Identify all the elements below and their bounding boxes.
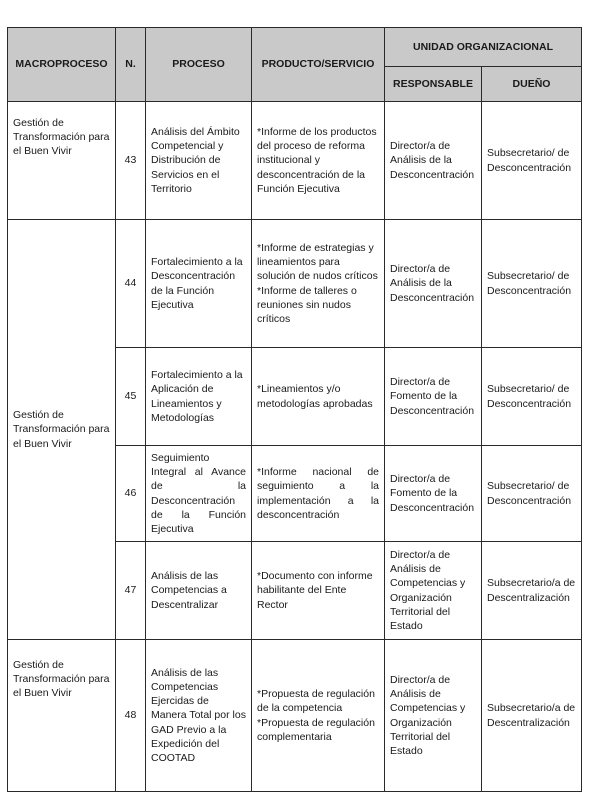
numero-cell: 44 [116, 220, 146, 348]
header-macroproceso: MACROPROCESO [8, 28, 116, 102]
macroproceso-cell: Gestión de Transformación para el Buen Vivir [8, 640, 116, 792]
dueno-cell: Subsecretario/ de Desconcentración [482, 220, 582, 348]
proceso-cell: Fortalecimiento a la Desconcentración de la Función Ejecutiva [146, 220, 252, 348]
numero-cell: 43 [116, 102, 146, 220]
header-dueno: DUEÑO [482, 67, 582, 102]
table-row [8, 102, 582, 220]
process-table [7, 27, 582, 792]
producto-item: *Informe de los productos del proceso de reforma institucional y desconcentración de la Función Ejecutiva [257, 126, 377, 195]
proceso-cell: Análisis del Ámbito Competencial y Distribución de Servicios en el Territorio [146, 102, 252, 220]
table-row [8, 220, 582, 348]
producto-cell [252, 220, 385, 348]
producto-cell [252, 542, 385, 640]
dueno-cell: Subsecretario/ de Desconcentración [482, 348, 582, 446]
macroproceso-cell: Gestión de Transformación para el Buen Vivir [8, 102, 116, 220]
numero-cell: 46 [116, 446, 146, 542]
numero-cell: 47 [116, 542, 146, 640]
dueno-cell: Subsecretario/a de Descentralización [482, 640, 582, 792]
responsable-cell: Director/a de Fomento de la Desconcentración [385, 348, 482, 446]
numero-cell: 45 [116, 348, 146, 446]
producto-cell [252, 102, 385, 220]
producto-item: *Lineamientos y/o metodologías aprobadas [257, 383, 373, 410]
dueno-cell: Subsecretario/ de Desconcentración [482, 446, 582, 542]
numero-cell: 48 [116, 640, 146, 792]
proceso-cell: Seguimiento Integral al Avance de la Desconcentración de la Función Ejecutiva [146, 446, 252, 542]
producto-item: *Informe nacional de seguimiento a la implementación a la desconcentración [257, 466, 379, 521]
responsable-cell: Director/a de Análisis de la Desconcentración [385, 102, 482, 220]
responsable-cell: Director/a de Análisis de Competencias y Organización Territorial del Estado [385, 640, 482, 792]
producto-item: *Documento con informe habilitante del Ente Rector [257, 570, 373, 611]
proceso-cell: Análisis de las Competencias a Descentralizar [146, 542, 252, 640]
responsable-cell: Director/a de Fomento de la Desconcentración [385, 446, 482, 542]
producto-item: *Propuesta de regulación de la competencia [257, 688, 375, 715]
producto-cell [252, 446, 385, 542]
header-producto: PRODUCTO/SERVICIO [252, 28, 385, 102]
dueno-cell: Subsecretario/ de Desconcentración [482, 102, 582, 220]
header-responsable: RESPONSABLE [385, 67, 482, 102]
proceso-cell: Fortalecimiento a la Aplicación de Lineamientos y Metodologías [146, 348, 252, 446]
responsable-cell: Director/a de Análisis de la Desconcentración [385, 220, 482, 348]
header-unidad-organizacional: UNIDAD ORGANIZACIONAL [385, 28, 582, 67]
producto-item: *Informe de estrategias y lineamientos para solución de nudos críticos [257, 241, 378, 283]
table-row [8, 640, 582, 792]
producto-item: *Informe de talleres o reuniones sin nudos críticos [257, 284, 357, 325]
header-proceso: PROCESO [146, 28, 252, 102]
producto-cell [252, 640, 385, 792]
macroproceso-cell: Gestión de Transformación para el Buen Vivir [8, 220, 116, 640]
dueno-cell: Subsecretario/a de Descentralización [482, 542, 582, 640]
producto-item: *Propuesta de regulación complementaria [257, 716, 375, 743]
responsable-cell: Director/a de Análisis de Competencias y Organización Territorial del Estado [385, 542, 482, 640]
proceso-cell: Análisis de las Competencias Ejercidas de Manera Total por los GAD Previo a la Expedición del COOTAD [146, 640, 252, 792]
producto-cell [252, 348, 385, 446]
header-numero: N. [116, 28, 146, 102]
